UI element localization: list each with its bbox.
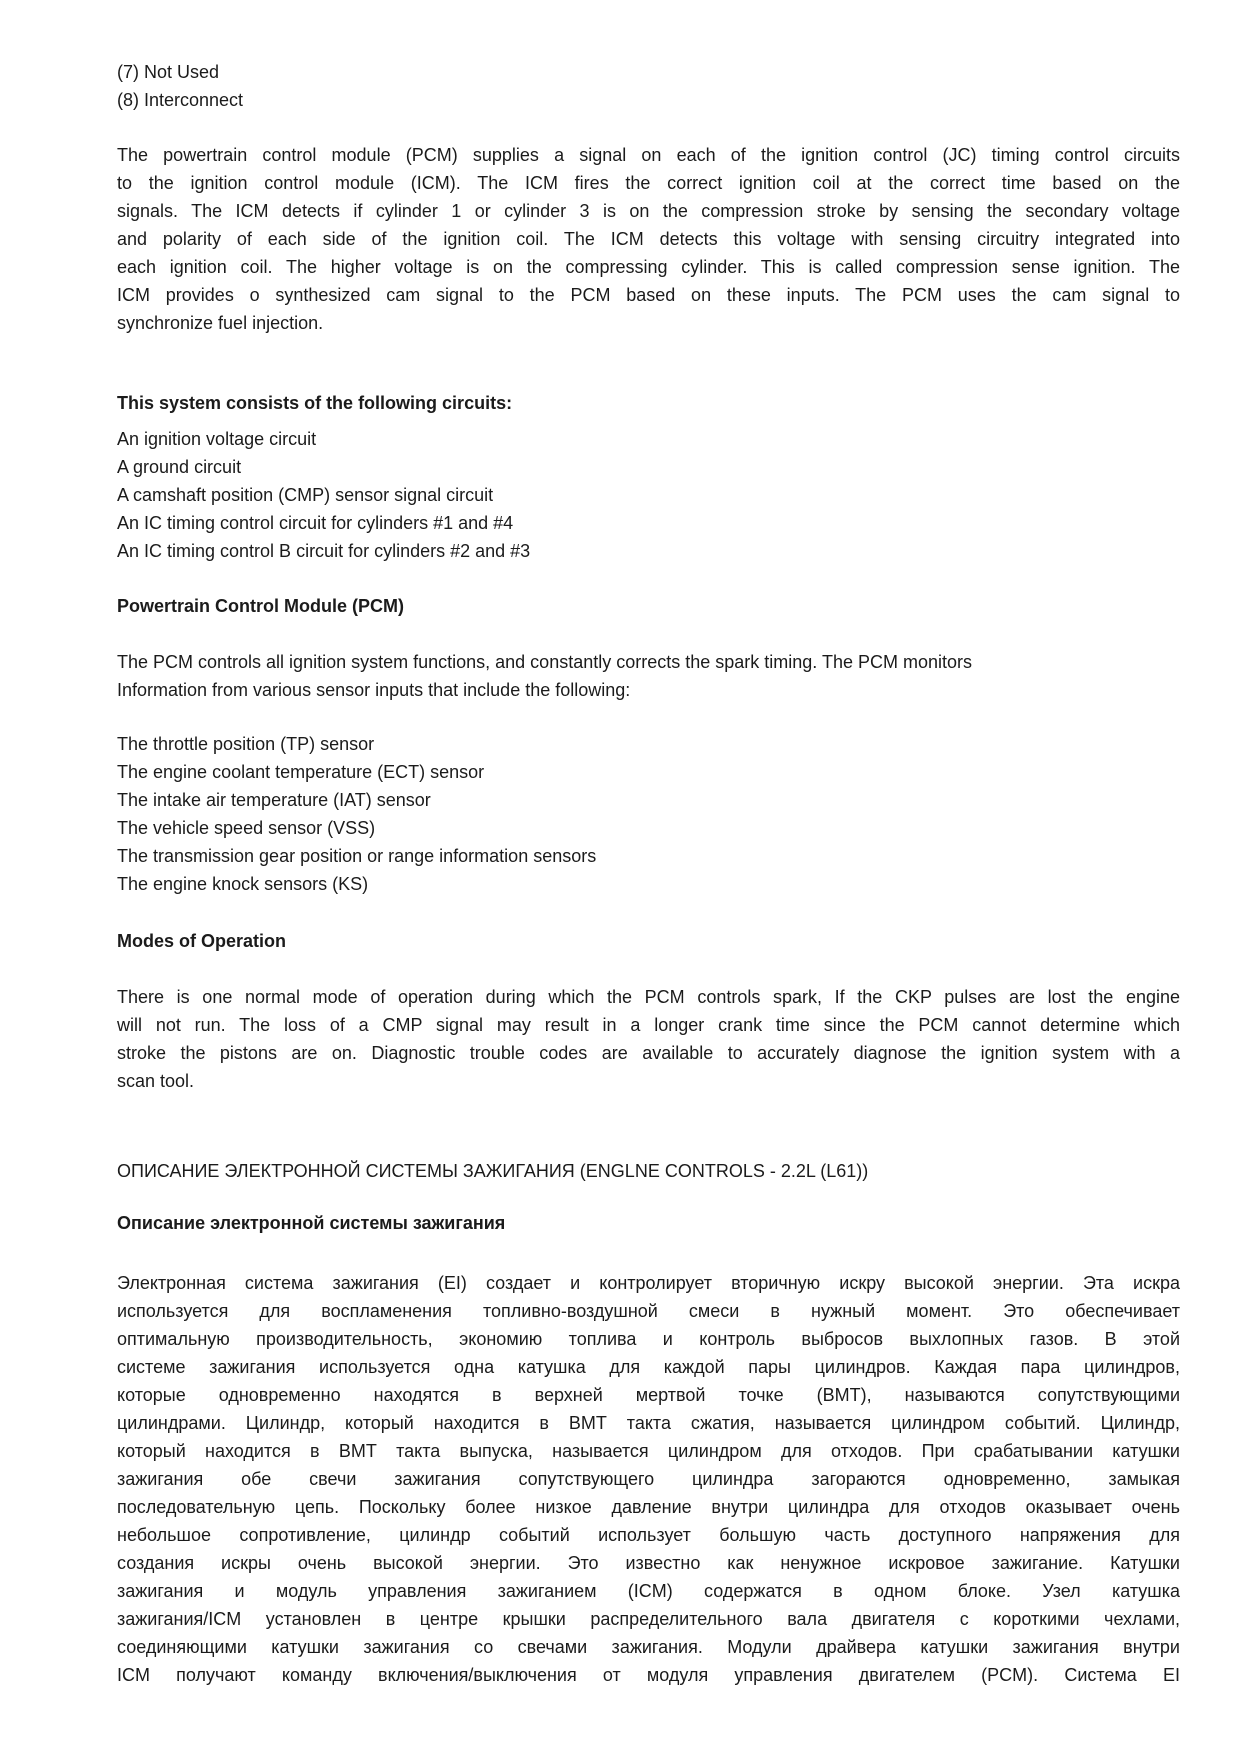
text-line: synchronize fuel injection.: [117, 313, 324, 333]
text-line: An ignition voltage circuit: [117, 429, 317, 449]
paragraph-russian-description: [117, 1269, 1180, 1689]
text-line: A camshaft position (CMP) sensor signal circuit: [117, 485, 494, 505]
text-line: The powertrain control module (PCM) supplies a signal on each of the ignition control (JC) timing control circuits: [117, 145, 1180, 165]
text-line: цилиндрами. Цилиндр, который находится в ВМТ такта сжатия, называется цилиндром событий. Цилиндр,: [117, 1413, 1180, 1433]
text-line: Электронная система зажигания (EI) создает и контролирует вторичную искру высокой энергии. Эта искра: [117, 1273, 1180, 1293]
paragraph-modes-of-operation: [117, 983, 1180, 1095]
text-line: зажигания и модуль управления зажиганием (ICM) содержатся в одном блоке. Узел катушка: [117, 1581, 1180, 1601]
heading-modes-of-operation: Modes of Operation: [117, 931, 287, 951]
text-line: оптимальную производительность, экономию топлива и контроль выбросов выхлопных газов. В этой: [117, 1329, 1180, 1349]
text-line: используется для воспламенения топливно-воздушной смеси в нужный момент. Это обеспечивает: [117, 1301, 1180, 1321]
paragraph-pcm-controls: [117, 648, 1180, 704]
text-line: The vehicle speed sensor (VSS): [117, 818, 376, 838]
text-line: который находится в ВМТ такта выпуска, называется цилиндром для отходов. При срабатывании катушки: [117, 1441, 1180, 1461]
text-line: (7) Not Used: [117, 62, 220, 82]
text-line: небольшое сопротивление, цилиндр событий использует большую часть доступного напряжения для: [117, 1525, 1180, 1545]
text-line: The transmission gear position or range information sensors: [117, 846, 597, 866]
text-line: последовательную цепь. Поскольку более низкое давление внутри цилиндра для отходов оказывает очень: [117, 1497, 1180, 1517]
heading-powertrain-control-module: Powertrain Control Module (PCM): [117, 596, 404, 616]
circuit-list: [117, 425, 1180, 565]
text-line: each ignition coil. The higher voltage is on the compressing cylinder. This is called compression sense ignition. The: [117, 257, 1180, 277]
text-line: to the ignition control module (ICM). The ICM fires the correct ignition coil at the correct time based on the: [117, 173, 1180, 193]
connector-pin-lines: [117, 58, 1180, 114]
text-line: зажигания обе свечи зажигания сопутствующего цилиндра загораются одновременно, замыкая: [117, 1469, 1180, 1489]
paragraph-pcm-signal: [117, 141, 1180, 337]
text-line: scan tool.: [117, 1071, 195, 1091]
text-line: зажигания/ICM установлен в центре крышки распределительного вала двигателя с короткими чехлами,: [117, 1609, 1180, 1629]
text-line: системе зажигания используется одна катушка для каждой пары цилиндров. Каждая пара цилиндров,: [117, 1357, 1180, 1377]
text-line: The intake air temperature (IAT) sensor: [117, 790, 431, 810]
text-line: Information from various sensor inputs that include the following:: [117, 680, 631, 700]
text-line: A ground circuit: [117, 457, 242, 477]
text-line: ICM provides o synthesized cam signal to the PCM based on these inputs. The PCM uses the cam signal to: [117, 285, 1180, 305]
text-line: An IC timing control B circuit for cylinders #2 and #3: [117, 541, 531, 561]
heading-system-circuits: This system consists of the following circuits:: [117, 393, 513, 413]
text-line: которые одновременно находятся в верхней мертвой точке (ВМТ), называются сопутствующими: [117, 1385, 1180, 1405]
text-line: signals. The ICM detects if cylinder 1 or cylinder 3 is on the compression stroke by sensing the secondary voltage: [117, 201, 1180, 221]
sensor-input-list: [117, 730, 1180, 898]
heading-russian-subtitle: Описание электронной системы зажигания: [117, 1213, 506, 1233]
text-line: and polarity of each side of the ignition coil. The ICM detects this voltage with sensing circuitry integrated into: [117, 229, 1180, 249]
text-line: ICM получают команду включения/выключения от модуля управления двигателем (PCM). Система EI: [117, 1665, 1180, 1685]
text-line: The PCM controls all ignition system functions, and constantly corrects the spark timing. The PCM monitors: [117, 652, 973, 672]
text-line: An IC timing control circuit for cylinders #1 and #4: [117, 513, 514, 533]
text-line: stroke the pistons are on. Diagnostic trouble codes are available to accurately diagnose the ignition system with a: [117, 1043, 1180, 1063]
text-line: The throttle position (TP) sensor: [117, 734, 375, 754]
text-line: will not run. The loss of a CMP signal may result in a longer crank time since the PCM cannot determine which: [117, 1015, 1180, 1035]
text-line: There is one normal mode of operation during which the PCM controls spark, If the CKP pulses are lost the engine: [117, 987, 1180, 1007]
heading-russian-caps-title: ОПИСАНИЕ ЭЛЕКТРОННОЙ СИСТЕМЫ ЗАЖИГАНИЯ (ENGLNE CONTROLS - 2.2L (L61)): [117, 1161, 869, 1181]
text-line: (8) Interconnect: [117, 90, 244, 110]
text-line: соединяющими катушки зажигания со свечами зажигания. Модули драйвера катушки зажигания внутри: [117, 1637, 1180, 1657]
text-line: The engine knock sensors (KS): [117, 874, 369, 894]
text-line: создания искры очень высокой энергии. Это известно как ненужное искровое зажигание. Катушки: [117, 1553, 1180, 1573]
text-line: The engine coolant temperature (ECT) sensor: [117, 762, 485, 782]
